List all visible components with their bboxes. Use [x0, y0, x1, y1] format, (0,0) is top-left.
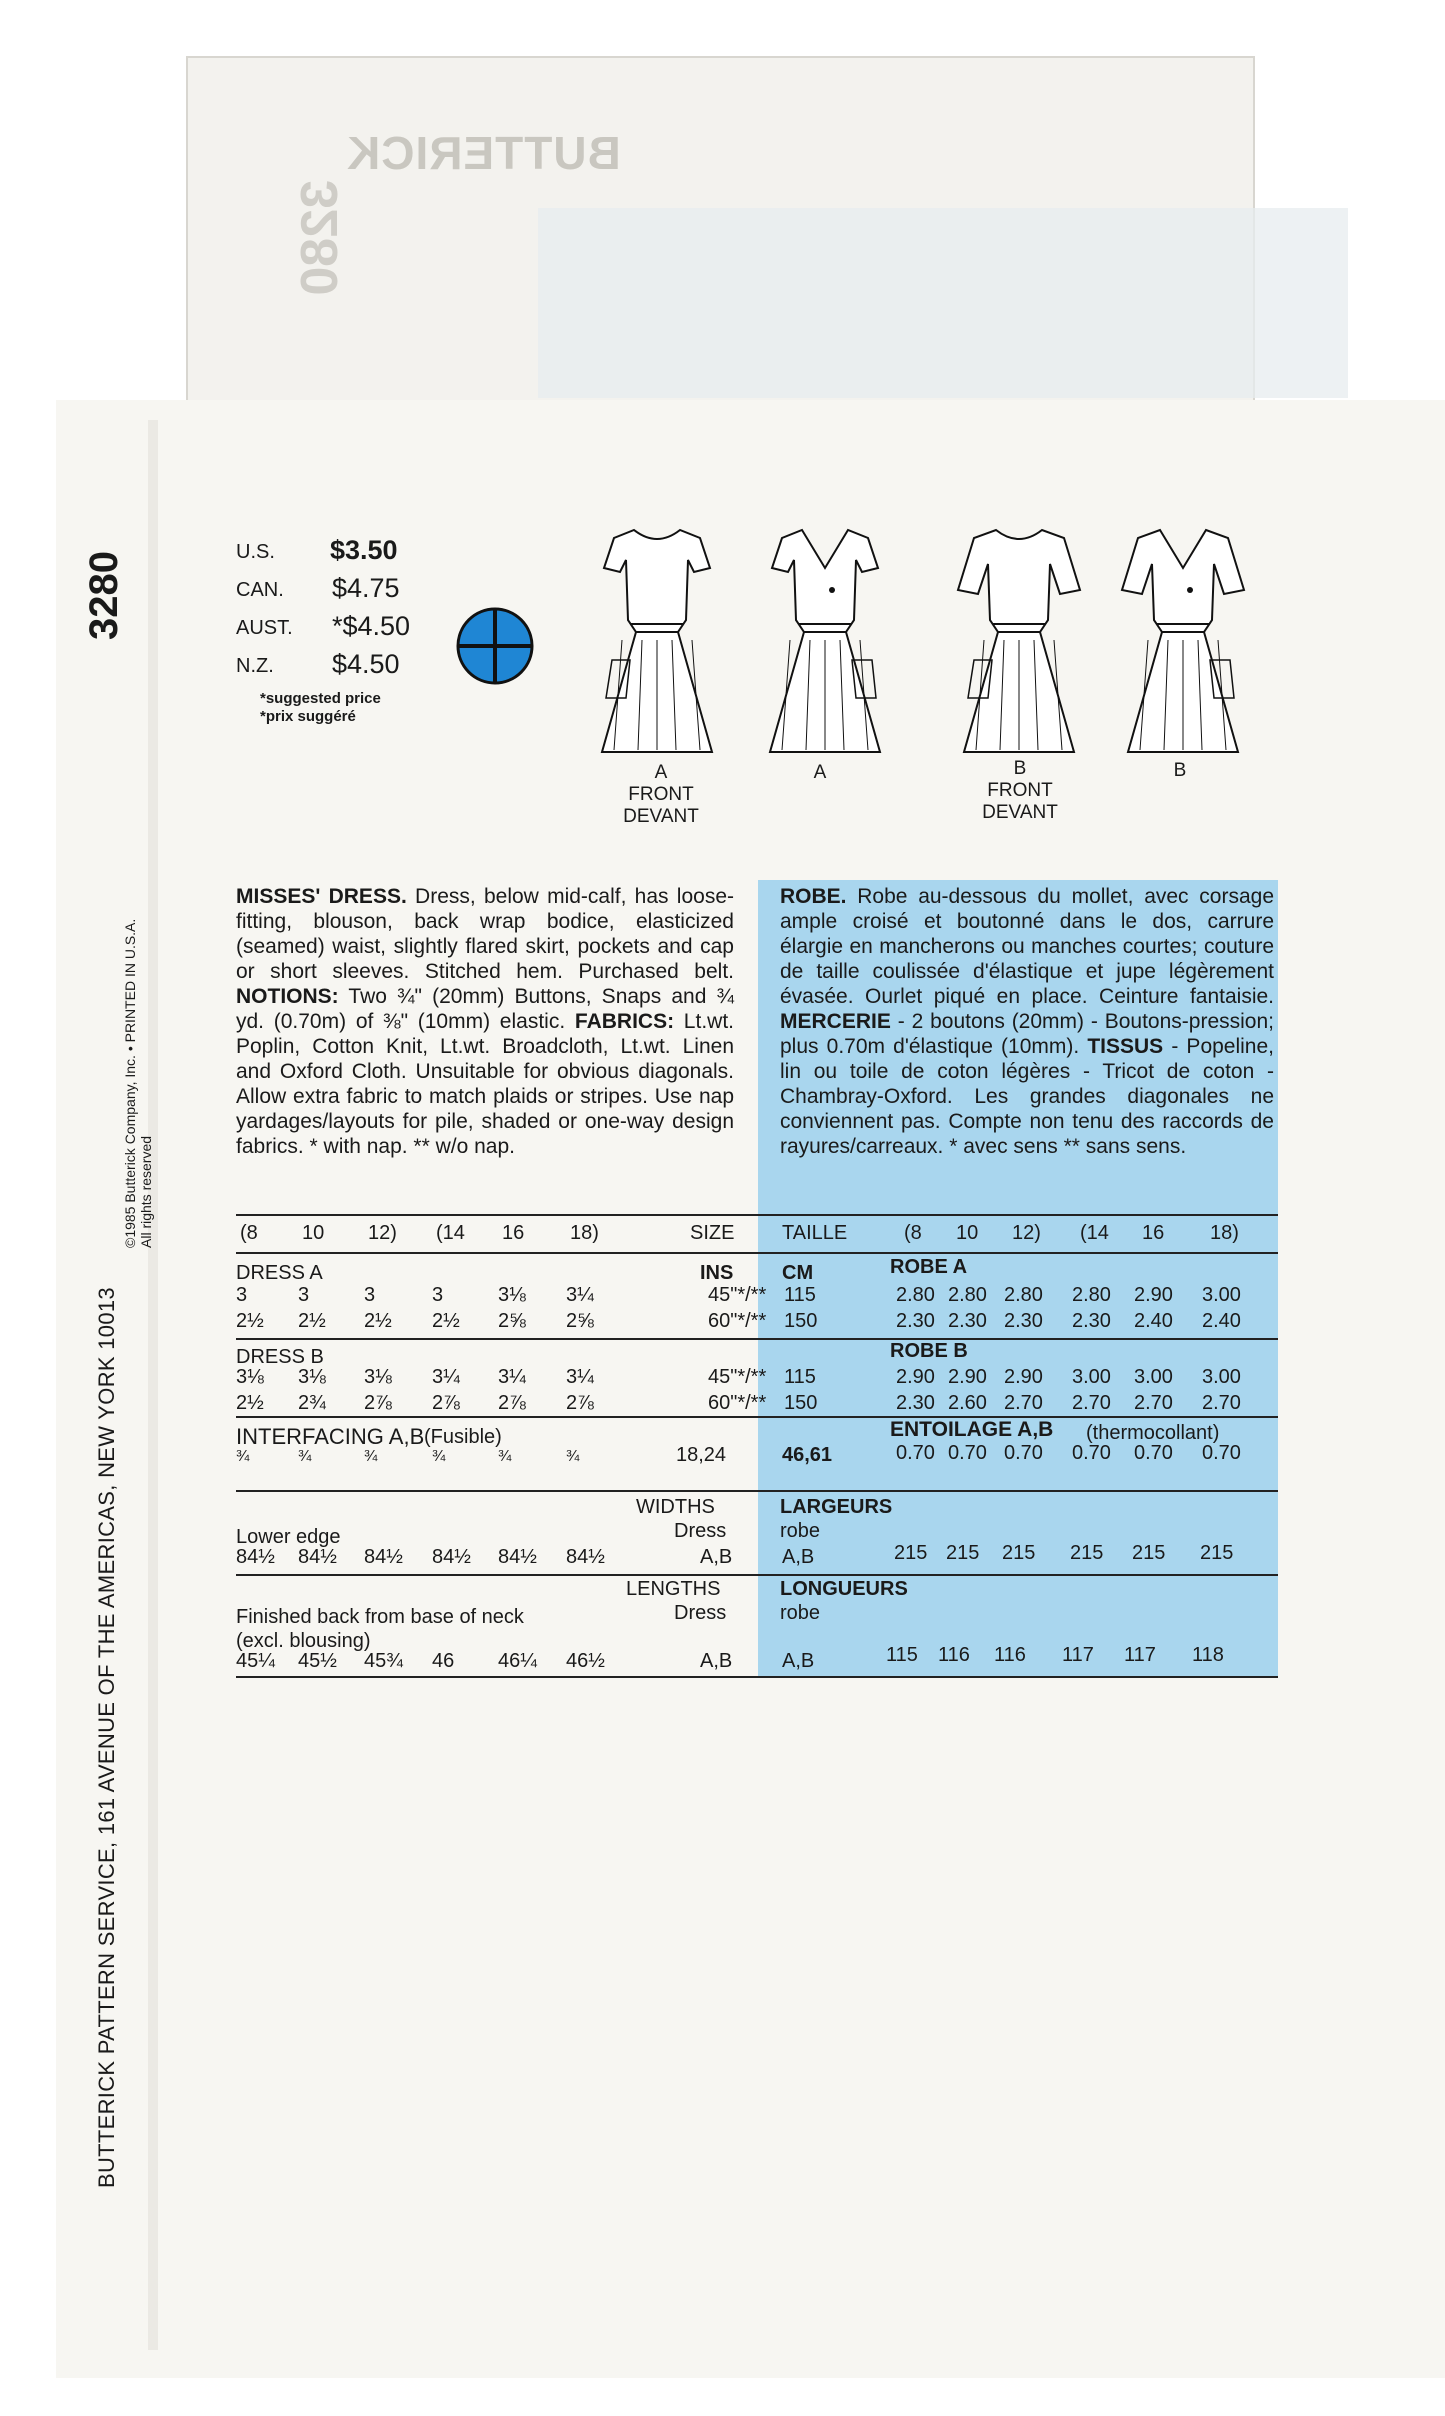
yardage-value: 3¼	[566, 1366, 594, 1388]
rights-line: All rights reserved	[138, 1135, 154, 1248]
widths-label: WIDTHS	[636, 1496, 715, 1518]
length-value: 46¼	[498, 1650, 537, 1672]
size-header: 18)	[570, 1222, 599, 1244]
length-metric: 117	[1062, 1644, 1094, 1666]
figure-letter: A	[654, 762, 668, 783]
yardage-value: 3¼	[498, 1366, 526, 1388]
dress-b-front-sketch	[944, 520, 1094, 760]
fabric-width: 45"*/**	[708, 1366, 767, 1388]
interfacing-note: (Fusible)	[424, 1426, 502, 1448]
price-row	[236, 606, 436, 644]
excl-blousing-label: (excl. blousing)	[236, 1630, 371, 1652]
dress-b-label: DRESS B	[236, 1346, 324, 1368]
table-rule-dress-b	[236, 1338, 1278, 1340]
price-note-en: *suggested price	[260, 690, 381, 707]
metric-value: 0.70	[1004, 1442, 1043, 1464]
yardage-value: 2½	[236, 1310, 264, 1332]
length-metric: 115	[886, 1644, 918, 1666]
figure-letter: B	[1173, 760, 1187, 781]
metric-value: 2.90	[1004, 1366, 1043, 1388]
yardage-value: 3	[298, 1284, 310, 1306]
finished-back-label: Finished back from base of neck	[236, 1606, 524, 1628]
ins-label: INS	[700, 1262, 734, 1284]
figure-letter: B	[1013, 758, 1027, 779]
lower-edge-value: 84½	[236, 1546, 275, 1568]
copyright-line: ©1985 Butterick Company, Inc. • PRINTED IN U.S.A.	[122, 918, 138, 1248]
price-value: $3.50	[330, 535, 398, 565]
yardage-value: 2½	[364, 1310, 392, 1332]
lower-edge-ab: A,B	[700, 1546, 733, 1568]
yardage-value: 3	[364, 1284, 376, 1306]
fabric-width: 60"*/**	[708, 1392, 767, 1414]
price-value: $4.50	[332, 649, 400, 679]
dress-a-back-sketch	[750, 520, 900, 760]
description-french	[780, 884, 1274, 1159]
dress-a-front-sketch	[582, 520, 732, 760]
lower-edge-value: 84½	[364, 1546, 403, 1568]
figure-label-a-back	[800, 762, 840, 784]
table-rule-widths	[236, 1490, 1278, 1492]
length-value: 45½	[298, 1650, 337, 1672]
notions-label: NOTIONS:	[236, 985, 339, 1008]
price-row	[236, 644, 436, 682]
length-ab: A,B	[700, 1650, 733, 1672]
lower-edge-ab-fr: A,B	[782, 1546, 815, 1568]
fabric-width: 60"*/**	[708, 1310, 767, 1332]
lengths-label: LENGTHS	[626, 1578, 721, 1600]
interfacing-value: ¾	[498, 1448, 512, 1465]
taille-header: (8	[904, 1222, 922, 1244]
size-header: (8	[240, 1222, 258, 1244]
interfacing-value: ¾	[364, 1448, 378, 1465]
robe-b-label: ROBE B	[890, 1340, 968, 1362]
interfacing-cm: 46,61	[782, 1444, 833, 1466]
metric-value: 0.70	[948, 1442, 987, 1464]
yardage-value: 2½	[298, 1310, 326, 1332]
price-row	[236, 530, 436, 568]
lengths-dress-label: Dress	[674, 1602, 727, 1624]
price-country: CAN.	[236, 579, 284, 601]
cm-label: CM	[782, 1262, 814, 1284]
length-value: 45¾	[364, 1650, 403, 1672]
lower-edge-metric: 215	[946, 1542, 980, 1564]
taille-label-header: TAILLE	[782, 1222, 848, 1244]
description-body-fr: Robe au-dessous du mollet, avec corsage ample croisé et boutonné dans le dos, carrure élargie en mancherons ou manches courtes; couture de taille coulissée d'élastique et jupe légèrement évasée. Ourlet piqué en place. Ceinture fantaisie.	[780, 885, 1274, 1008]
dress-a-label: DRESS A	[236, 1262, 323, 1284]
lower-edge-value: 84½	[566, 1546, 605, 1568]
crosshair-symbol-icon	[455, 606, 535, 686]
yardage-value: 3⅛	[364, 1366, 392, 1388]
copyright-block	[122, 919, 154, 1248]
fabric-width-cm: 115	[784, 1366, 816, 1388]
lower-edge-value: 84½	[432, 1546, 471, 1568]
yardage-value: 3⅛	[498, 1284, 526, 1306]
taille-header: 10	[956, 1222, 979, 1244]
taille-header: 12)	[1012, 1222, 1041, 1244]
price-value: $4.75	[332, 573, 400, 603]
size-label-header: SIZE	[690, 1222, 735, 1244]
yardage-value: 2⅞	[566, 1392, 594, 1414]
length-value: 45¼	[236, 1650, 275, 1672]
interfacing-width: 18,24	[676, 1444, 727, 1466]
metric-value: 2.80	[896, 1284, 935, 1306]
fabrics-label: FABRICS:	[574, 1010, 675, 1033]
lower-edge-label: Lower edge	[236, 1526, 341, 1548]
lengths-robe-label: robe	[780, 1602, 821, 1624]
yardage-value: 2⅝	[566, 1310, 594, 1332]
figure-devant: DEVANT	[623, 806, 699, 827]
table-rule-lengths	[236, 1574, 1278, 1576]
metric-value: 2.70	[1004, 1392, 1043, 1414]
fabric-width: 45"*/**	[708, 1284, 767, 1306]
table-rule-top	[236, 1214, 1278, 1216]
metric-value: 2.30	[1004, 1310, 1043, 1332]
notions-text: Two ¾" (20mm) Buttons, Snaps and ¾ yd. (0.70m) of ⅜" (10mm) elastic.	[236, 985, 734, 1033]
mercerie-label: MERCERIE	[780, 1010, 891, 1033]
interfacing-value: ¾	[236, 1448, 250, 1465]
length-ab-fr: A,B	[782, 1650, 815, 1672]
metric-value: 2.80	[1004, 1284, 1043, 1306]
tissus-text: - Popeline, lin ou toile de coton légères - Tricot de coton - Chambray-Oxford. Les grandes diagonales ne conviennent pas. Compte non tenu des raccords de rayures/carreaux. * avec sens ** sans sens.	[780, 1035, 1275, 1158]
description-title: MISSES' DRESS.	[236, 885, 407, 908]
size-header: (14	[436, 1222, 465, 1244]
price-note	[260, 690, 381, 726]
fabric-width-cm: 150	[784, 1392, 818, 1414]
price-country: AUST.	[236, 617, 293, 639]
price-note-fr: *prix suggéré	[260, 708, 356, 725]
yardage-value: 3⅛	[236, 1366, 264, 1388]
lower-edge-value: 84½	[498, 1546, 537, 1568]
metric-value: 2.90	[948, 1366, 987, 1388]
yardage-value: 2½	[236, 1392, 264, 1414]
metric-value: 2.40	[1134, 1310, 1173, 1332]
metric-value: 2.80	[948, 1284, 987, 1306]
fabrics-text: Lt.wt. Poplin, Cotton Knit, Lt.wt. Broadcloth, Lt.wt. Linen and Oxford Cloth. Unsuitable for obvious diagonals. Allow extra fabric to match plaids or stripes. Use nap yardages/layouts for pile, shaded or one-way design fabrics. * with nap. ** w/o nap.	[236, 1010, 734, 1158]
metric-value: 2.30	[1072, 1310, 1111, 1332]
metric-value: 3.00	[1134, 1366, 1173, 1388]
metric-value: 3.00	[1202, 1284, 1241, 1306]
price-list	[236, 530, 436, 682]
metric-value: 3.00	[1072, 1366, 1111, 1388]
metric-value: 2.30	[896, 1310, 935, 1332]
figure-label-a-front	[606, 762, 716, 828]
show-through-number: 3280	[291, 180, 349, 296]
widths-robe-label: robe	[780, 1520, 821, 1542]
metric-value: 0.70	[1202, 1442, 1241, 1464]
size-header: 12)	[368, 1222, 397, 1244]
price-country: U.S.	[236, 541, 275, 563]
metric-value: 2.90	[896, 1366, 935, 1388]
length-value: 46	[432, 1650, 455, 1672]
taille-header: 18)	[1210, 1222, 1239, 1244]
interfacing-value: ¾	[566, 1448, 580, 1465]
yardage-value: 2⅞	[498, 1392, 526, 1414]
yardage-value: 2⅞	[432, 1392, 460, 1414]
description-title-fr: ROBE.	[780, 885, 847, 908]
yardage-value: 3⅛	[298, 1366, 326, 1388]
lower-edge-metric: 215	[1002, 1542, 1036, 1564]
yardage-value: 3¼	[566, 1284, 594, 1306]
metric-value: 0.70	[896, 1442, 935, 1464]
entoilage-note: (thermocollant)	[1086, 1422, 1220, 1444]
widths-dress-label: Dress	[674, 1520, 727, 1542]
interfacing-value: ¾	[432, 1448, 446, 1465]
metric-value: 2.40	[1202, 1310, 1241, 1332]
tissus-label: TISSUS	[1087, 1035, 1164, 1058]
robe-a-label: ROBE A	[890, 1256, 968, 1278]
yardage-value: 2⅞	[364, 1392, 392, 1414]
table-rule-interfacing	[236, 1416, 1278, 1418]
description-english	[236, 884, 734, 1159]
yardage-value: 2¾	[298, 1392, 326, 1414]
metric-value: 2.80	[1072, 1284, 1111, 1306]
size-header: 10	[302, 1222, 325, 1244]
price-value: *$4.50	[332, 611, 411, 641]
length-metric: 117	[1124, 1644, 1156, 1666]
lower-edge-metric: 215	[1070, 1542, 1104, 1564]
longueurs-label: LONGUEURS	[780, 1578, 908, 1600]
lower-edge-metric: 215	[1132, 1542, 1166, 1564]
fabric-width-cm: 150	[784, 1310, 818, 1332]
figure-front: FRONT	[628, 784, 694, 805]
fabric-width-cm: 115	[784, 1284, 816, 1306]
envelope-seam	[148, 420, 158, 2350]
metric-value: 2.90	[1134, 1284, 1173, 1306]
metric-value: 2.60	[948, 1392, 987, 1414]
figure-devant: DEVANT	[982, 802, 1058, 823]
metric-value: 0.70	[1072, 1442, 1111, 1464]
lower-edge-metric: 215	[894, 1542, 928, 1564]
metric-value: 0.70	[1134, 1442, 1173, 1464]
show-through-logo: BUTTERICK	[346, 127, 621, 179]
yardage-value: 2⅝	[498, 1310, 526, 1332]
publisher-address: BUTTERICK PATTERN SERVICE, 161 AVENUE OF THE AMERICAS, NEW YORK 10013	[94, 1287, 119, 2188]
metric-value: 2.70	[1202, 1392, 1241, 1414]
yardage-value: 2½	[432, 1310, 460, 1332]
length-metric: 116	[994, 1644, 1026, 1666]
price-country: N.Z.	[236, 655, 274, 677]
length-metric: 118	[1192, 1644, 1224, 1666]
pattern-number: 3280	[82, 551, 126, 640]
figure-label-b-back	[1160, 760, 1200, 782]
metric-value: 3.00	[1202, 1366, 1241, 1388]
figure-letter: A	[813, 762, 827, 783]
mercerie-text: - 2 boutons (20mm) - Boutons-pression; plus 0.70m d'élastique (10mm).	[780, 1010, 1274, 1058]
metric-value: 2.30	[896, 1392, 935, 1414]
dress-b-back-sketch	[1108, 520, 1258, 760]
taille-header: (14	[1080, 1222, 1109, 1244]
lower-edge-value: 84½	[298, 1546, 337, 1568]
description-body: Dress, below mid-calf, has loose-fitting, blouson, back wrap bodice, elasticized (seamed) waist, slightly flared skirt, pockets and cap or short sleeves. Stitched hem. Purchased belt.	[236, 885, 734, 983]
entoilage-label: ENTOILAGE A,B	[890, 1418, 1054, 1441]
interfacing-label: INTERFACING A,B	[236, 1424, 425, 1449]
length-metric: 116	[938, 1644, 970, 1666]
yardage-value: 3	[236, 1284, 248, 1306]
table-rule-bottom	[236, 1676, 1278, 1678]
lower-edge-metric: 215	[1200, 1542, 1234, 1564]
taille-header: 16	[1142, 1222, 1165, 1244]
yardage-value: 3	[432, 1284, 444, 1306]
size-header: 16	[502, 1222, 525, 1244]
show-through-chart	[538, 208, 1348, 398]
length-value: 46½	[566, 1650, 605, 1672]
metric-value: 2.30	[948, 1310, 987, 1332]
metric-value: 2.70	[1134, 1392, 1173, 1414]
figure-label-b-front	[965, 758, 1075, 824]
metric-value: 2.70	[1072, 1392, 1111, 1414]
largeurs-label: LARGEURS	[780, 1496, 893, 1518]
figure-front: FRONT	[987, 780, 1053, 801]
table-rule-header	[236, 1252, 1278, 1254]
price-row	[236, 568, 436, 606]
interfacing-value: ¾	[298, 1448, 312, 1465]
yardage-value: 3¼	[432, 1366, 460, 1388]
